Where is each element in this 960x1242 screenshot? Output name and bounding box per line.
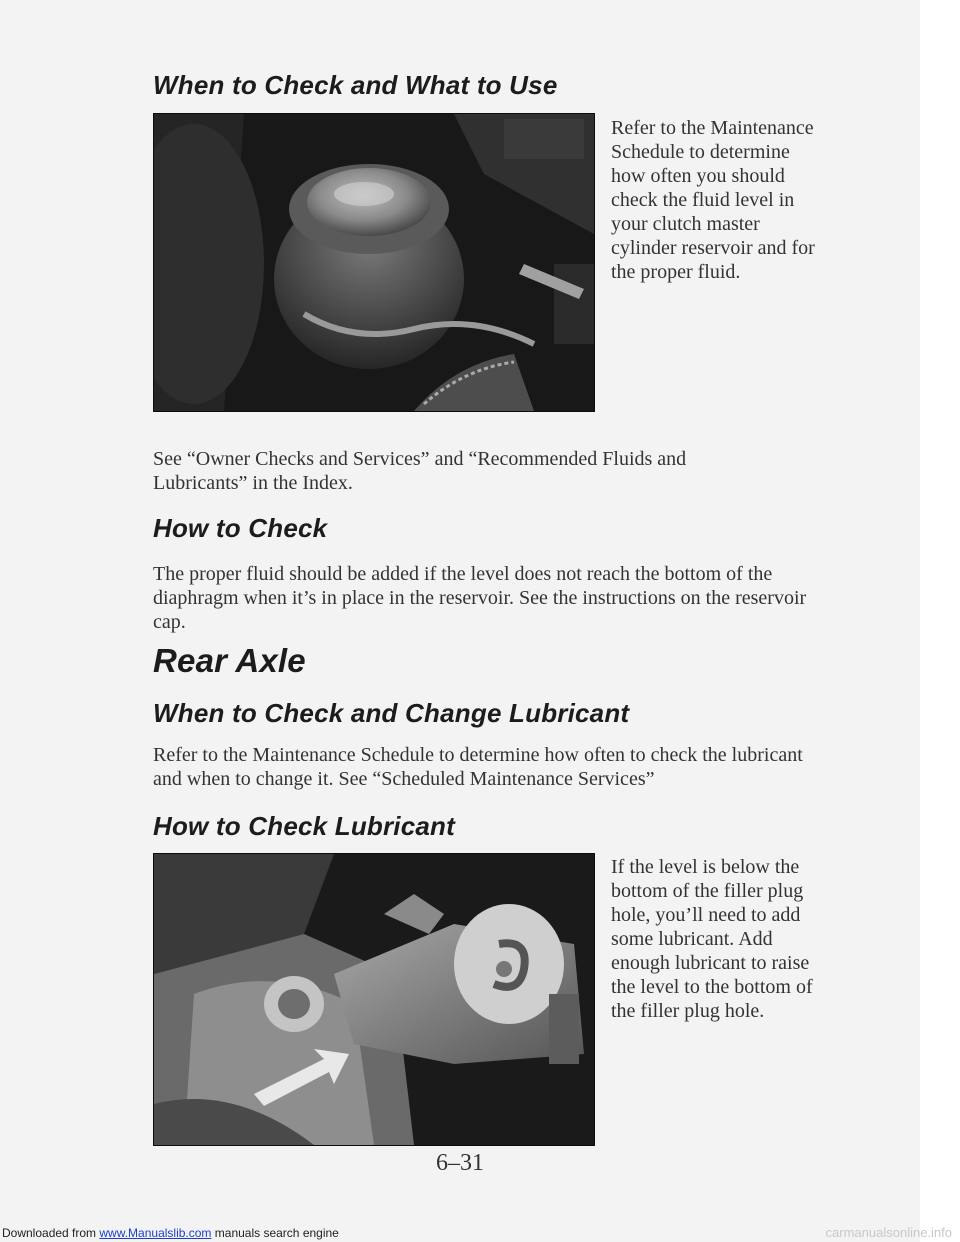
page-margin — [920, 0, 960, 1242]
section-heading-how-to-check-lubricant: How to Check Lubricant — [153, 811, 455, 841]
section-heading-when-to-change-lubricant: When to Check and Change Lubricant — [153, 698, 630, 728]
download-footer — [2, 1226, 339, 1240]
rear-axle-filler-plug-photo-icon — [153, 853, 595, 1146]
clutch-reservoir-photo-icon — [153, 113, 595, 412]
section-heading-how-to-check: How to Check — [153, 513, 328, 543]
page-number: 6–31 — [436, 1150, 484, 1176]
change-lubricant-text: Refer to the Maintenance Schedule to determine how often to check the lubricant and when to change it. See “Scheduled Maintenance Services” — [153, 744, 803, 790]
section-heading-when-to-check: When to Check and What to Use — [153, 70, 558, 100]
how-to-check-text: The proper fluid should be added if the level does not reach the bottom of the diaphragm when it’s in place in the reservoir. See the instructions on the reservoir cap. — [153, 563, 807, 633]
clutch-fluid-instructions: Refer to the Maintenance Schedule to determine how often you should check the fluid level in your clutch master cylinder reservoir and for the proper fluid. — [611, 117, 815, 283]
footer-prefix: Downloaded from — [2, 1226, 100, 1240]
add-lubricant-instructions: If the level is below the bottom of the filler plug hole, you’ll need to add some lubricant. Add enough lubricant to raise the level to the bottom of the filler plug hole. — [611, 856, 813, 1022]
footer-suffix: manuals search engine — [211, 1226, 339, 1240]
see-also-text: See “Owner Checks and Services” and “Recommended Fluids and Lubricants” in the Index. — [153, 448, 687, 494]
watermark: carmanualsonline.info — [825, 1225, 952, 1240]
rear-axle-title: Rear Axle — [153, 642, 306, 679]
manualslib-link[interactable]: www.Manualslib.com — [99, 1226, 212, 1240]
